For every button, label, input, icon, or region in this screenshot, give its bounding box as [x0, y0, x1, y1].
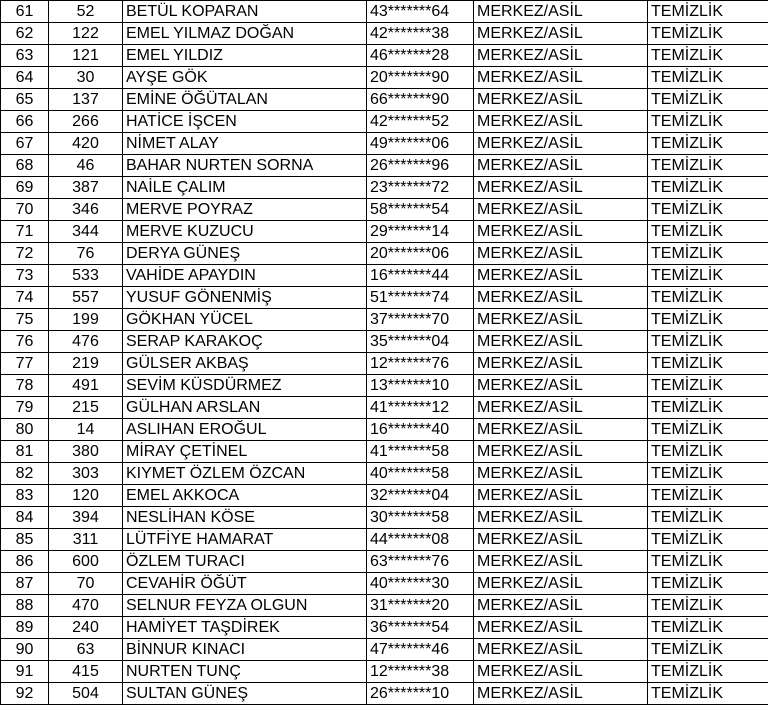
applicant-number-cell: 76 [49, 243, 123, 265]
job-title-cell: TEMİZLİK [648, 177, 768, 199]
row-index-cell: 67 [1, 133, 49, 155]
applicant-number-cell: 199 [49, 309, 123, 331]
table-row [1, 507, 768, 529]
row-index-cell: 91 [1, 661, 49, 683]
masked-id-cell: 26*******10 [367, 683, 474, 705]
full-name-cell: BETÜL KOPARAN [123, 1, 367, 23]
job-title-cell: TEMİZLİK [648, 397, 768, 419]
row-index-cell: 74 [1, 287, 49, 309]
row-index-cell: 79 [1, 397, 49, 419]
job-title-cell: TEMİZLİK [648, 661, 768, 683]
table-row [1, 309, 768, 331]
table-row [1, 23, 768, 45]
masked-id-cell: 20*******06 [367, 243, 474, 265]
row-index-cell: 80 [1, 419, 49, 441]
full-name-cell: SEVİM KÜSDÜRMEZ [123, 375, 367, 397]
table-row [1, 441, 768, 463]
row-index-cell: 86 [1, 551, 49, 573]
table-row [1, 463, 768, 485]
job-title-cell: TEMİZLİK [648, 243, 768, 265]
location-status-cell: MERKEZ/ASİL [474, 617, 648, 639]
full-name-cell: NAİLE ÇALIM [123, 177, 367, 199]
masked-id-cell: 16*******40 [367, 419, 474, 441]
job-title-cell: TEMİZLİK [648, 45, 768, 67]
location-status-cell: MERKEZ/ASİL [474, 397, 648, 419]
masked-id-cell: 23*******72 [367, 177, 474, 199]
table-row [1, 89, 768, 111]
row-index-cell: 73 [1, 265, 49, 287]
masked-id-cell: 66*******90 [367, 89, 474, 111]
location-status-cell: MERKEZ/ASİL [474, 485, 648, 507]
location-status-cell: MERKEZ/ASİL [474, 221, 648, 243]
location-status-cell: MERKEZ/ASİL [474, 639, 648, 661]
job-title-cell: TEMİZLİK [648, 617, 768, 639]
job-title-cell: TEMİZLİK [648, 573, 768, 595]
masked-id-cell: 12*******38 [367, 661, 474, 683]
location-status-cell: MERKEZ/ASİL [474, 507, 648, 529]
job-title-cell: TEMİZLİK [648, 309, 768, 331]
job-title-cell: TEMİZLİK [648, 67, 768, 89]
location-status-cell: MERKEZ/ASİL [474, 23, 648, 45]
job-title-cell: TEMİZLİK [648, 639, 768, 661]
applicant-number-cell: 311 [49, 529, 123, 551]
location-status-cell: MERKEZ/ASİL [474, 155, 648, 177]
applicant-number-cell: 415 [49, 661, 123, 683]
table-row [1, 485, 768, 507]
location-status-cell: MERKEZ/ASİL [474, 441, 648, 463]
applicant-number-cell: 63 [49, 639, 123, 661]
applicant-number-cell: 557 [49, 287, 123, 309]
location-status-cell: MERKEZ/ASİL [474, 419, 648, 441]
applicant-number-cell: 240 [49, 617, 123, 639]
masked-id-cell: 37*******70 [367, 309, 474, 331]
applicant-number-cell: 121 [49, 45, 123, 67]
applicant-number-cell: 394 [49, 507, 123, 529]
applicant-number-cell: 120 [49, 485, 123, 507]
table-row [1, 573, 768, 595]
row-index-cell: 70 [1, 199, 49, 221]
applicant-number-cell: 344 [49, 221, 123, 243]
row-index-cell: 68 [1, 155, 49, 177]
masked-id-cell: 26*******96 [367, 155, 474, 177]
location-status-cell: MERKEZ/ASİL [474, 45, 648, 67]
full-name-cell: DERYA GÜNEŞ [123, 243, 367, 265]
masked-id-cell: 20*******90 [367, 67, 474, 89]
masked-id-cell: 30*******58 [367, 507, 474, 529]
location-status-cell: MERKEZ/ASİL [474, 111, 648, 133]
job-title-cell: TEMİZLİK [648, 595, 768, 617]
location-status-cell: MERKEZ/ASİL [474, 353, 648, 375]
full-name-cell: SERAP KARAKOÇ [123, 331, 367, 353]
row-index-cell: 66 [1, 111, 49, 133]
masked-id-cell: 49*******06 [367, 133, 474, 155]
job-title-cell: TEMİZLİK [648, 1, 768, 23]
full-name-cell: HATİCE İŞCEN [123, 111, 367, 133]
masked-id-cell: 40*******30 [367, 573, 474, 595]
table-row [1, 397, 768, 419]
location-status-cell: MERKEZ/ASİL [474, 243, 648, 265]
row-index-cell: 85 [1, 529, 49, 551]
table-body [1, 1, 768, 705]
table-row [1, 221, 768, 243]
row-index-cell: 63 [1, 45, 49, 67]
job-title-cell: TEMİZLİK [648, 353, 768, 375]
table-row [1, 551, 768, 573]
applicant-number-cell: 470 [49, 595, 123, 617]
job-title-cell: TEMİZLİK [648, 485, 768, 507]
job-title-cell: TEMİZLİK [648, 463, 768, 485]
masked-id-cell: 31*******20 [367, 595, 474, 617]
full-name-cell: SELNUR FEYZA OLGUN [123, 595, 367, 617]
full-name-cell: NURTEN TUNÇ [123, 661, 367, 683]
table-row [1, 661, 768, 683]
table-row [1, 287, 768, 309]
full-name-cell: EMİNE ÖĞÜTALAN [123, 89, 367, 111]
masked-id-cell: 12*******76 [367, 353, 474, 375]
full-name-cell: MERVE POYRAZ [123, 199, 367, 221]
full-name-cell: ÖZLEM TURACI [123, 551, 367, 573]
location-status-cell: MERKEZ/ASİL [474, 529, 648, 551]
table-row [1, 639, 768, 661]
applicant-number-cell: 215 [49, 397, 123, 419]
job-title-cell: TEMİZLİK [648, 155, 768, 177]
job-title-cell: TEMİZLİK [648, 375, 768, 397]
row-index-cell: 92 [1, 683, 49, 705]
row-index-cell: 75 [1, 309, 49, 331]
full-name-cell: MİRAY ÇETİNEL [123, 441, 367, 463]
location-status-cell: MERKEZ/ASİL [474, 331, 648, 353]
location-status-cell: MERKEZ/ASİL [474, 551, 648, 573]
table-row [1, 45, 768, 67]
full-name-cell: KIYMET ÖZLEM ÖZCAN [123, 463, 367, 485]
table-row [1, 265, 768, 287]
full-name-cell: HAMİYET TAŞDİREK [123, 617, 367, 639]
row-index-cell: 76 [1, 331, 49, 353]
full-name-cell: GÜLHAN ARSLAN [123, 397, 367, 419]
row-index-cell: 72 [1, 243, 49, 265]
full-name-cell: BAHAR NURTEN SORNA [123, 155, 367, 177]
table-row [1, 529, 768, 551]
location-status-cell: MERKEZ/ASİL [474, 287, 648, 309]
table-row [1, 177, 768, 199]
location-status-cell: MERKEZ/ASİL [474, 199, 648, 221]
full-name-cell: YUSUF GÖNENMİŞ [123, 287, 367, 309]
masked-id-cell: 41*******58 [367, 441, 474, 463]
location-status-cell: MERKEZ/ASİL [474, 661, 648, 683]
table-row [1, 331, 768, 353]
applicant-number-cell: 600 [49, 551, 123, 573]
masked-id-cell: 47*******46 [367, 639, 474, 661]
full-name-cell: GÖKHAN YÜCEL [123, 309, 367, 331]
full-name-cell: EMEL YILDIZ [123, 45, 367, 67]
applicant-number-cell: 533 [49, 265, 123, 287]
masked-id-cell: 35*******04 [367, 331, 474, 353]
full-name-cell: SULTAN GÜNEŞ [123, 683, 367, 705]
applicant-number-cell: 491 [49, 375, 123, 397]
location-status-cell: MERKEZ/ASİL [474, 133, 648, 155]
location-status-cell: MERKEZ/ASİL [474, 375, 648, 397]
masked-id-cell: 40*******58 [367, 463, 474, 485]
job-title-cell: TEMİZLİK [648, 551, 768, 573]
applicant-number-cell: 504 [49, 683, 123, 705]
applicant-number-cell: 476 [49, 331, 123, 353]
masked-id-cell: 46*******28 [367, 45, 474, 67]
row-index-cell: 78 [1, 375, 49, 397]
row-index-cell: 81 [1, 441, 49, 463]
masked-id-cell: 63*******76 [367, 551, 474, 573]
table-row [1, 243, 768, 265]
job-title-cell: TEMİZLİK [648, 331, 768, 353]
masked-id-cell: 51*******74 [367, 287, 474, 309]
full-name-cell: VAHİDE APAYDIN [123, 265, 367, 287]
masked-id-cell: 16*******44 [367, 265, 474, 287]
job-title-cell: TEMİZLİK [648, 265, 768, 287]
job-title-cell: TEMİZLİK [648, 199, 768, 221]
full-name-cell: CEVAHİR ÖĞÜT [123, 573, 367, 595]
job-title-cell: TEMİZLİK [648, 441, 768, 463]
location-status-cell: MERKEZ/ASİL [474, 67, 648, 89]
job-title-cell: TEMİZLİK [648, 89, 768, 111]
masked-id-cell: 13*******10 [367, 375, 474, 397]
full-name-cell: AYŞE GÖK [123, 67, 367, 89]
masked-id-cell: 58*******54 [367, 199, 474, 221]
masked-id-cell: 29*******14 [367, 221, 474, 243]
masked-id-cell: 36*******54 [367, 617, 474, 639]
table-row [1, 155, 768, 177]
row-index-cell: 87 [1, 573, 49, 595]
applicant-number-cell: 52 [49, 1, 123, 23]
table-row [1, 683, 768, 705]
job-title-cell: TEMİZLİK [648, 221, 768, 243]
row-index-cell: 61 [1, 1, 49, 23]
table-row [1, 199, 768, 221]
job-title-cell: TEMİZLİK [648, 133, 768, 155]
applicant-number-cell: 14 [49, 419, 123, 441]
applicant-number-cell: 420 [49, 133, 123, 155]
row-index-cell: 89 [1, 617, 49, 639]
applicant-number-cell: 70 [49, 573, 123, 595]
job-title-cell: TEMİZLİK [648, 529, 768, 551]
full-name-cell: NİMET ALAY [123, 133, 367, 155]
masked-id-cell: 41*******12 [367, 397, 474, 419]
table-row [1, 1, 768, 23]
location-status-cell: MERKEZ/ASİL [474, 463, 648, 485]
row-index-cell: 88 [1, 595, 49, 617]
row-index-cell: 83 [1, 485, 49, 507]
table-row [1, 375, 768, 397]
applicant-number-cell: 266 [49, 111, 123, 133]
masked-id-cell: 43*******64 [367, 1, 474, 23]
row-index-cell: 62 [1, 23, 49, 45]
applicant-number-cell: 380 [49, 441, 123, 463]
location-status-cell: MERKEZ/ASİL [474, 683, 648, 705]
table-row [1, 111, 768, 133]
row-index-cell: 69 [1, 177, 49, 199]
location-status-cell: MERKEZ/ASİL [474, 309, 648, 331]
masked-id-cell: 44*******08 [367, 529, 474, 551]
full-name-cell: EMEL AKKOCA [123, 485, 367, 507]
location-status-cell: MERKEZ/ASİL [474, 89, 648, 111]
row-index-cell: 90 [1, 639, 49, 661]
full-name-cell: EMEL YILMAZ DOĞAN [123, 23, 367, 45]
full-name-cell: LÜTFİYE HAMARAT [123, 529, 367, 551]
applicant-number-cell: 303 [49, 463, 123, 485]
table-row [1, 595, 768, 617]
full-name-cell: MERVE KUZUCU [123, 221, 367, 243]
location-status-cell: MERKEZ/ASİL [474, 265, 648, 287]
applicant-number-cell: 30 [49, 67, 123, 89]
full-name-cell: GÜLSER AKBAŞ [123, 353, 367, 375]
job-title-cell: TEMİZLİK [648, 507, 768, 529]
row-index-cell: 71 [1, 221, 49, 243]
applicant-number-cell: 346 [49, 199, 123, 221]
job-title-cell: TEMİZLİK [648, 683, 768, 705]
location-status-cell: MERKEZ/ASİL [474, 595, 648, 617]
location-status-cell: MERKEZ/ASİL [474, 1, 648, 23]
applicant-number-cell: 122 [49, 23, 123, 45]
table-row [1, 353, 768, 375]
row-index-cell: 84 [1, 507, 49, 529]
table-row [1, 67, 768, 89]
table-row [1, 617, 768, 639]
job-title-cell: TEMİZLİK [648, 111, 768, 133]
masked-id-cell: 32*******04 [367, 485, 474, 507]
location-status-cell: MERKEZ/ASİL [474, 573, 648, 595]
row-index-cell: 65 [1, 89, 49, 111]
full-name-cell: ASLIHAN EROĞUL [123, 419, 367, 441]
masked-id-cell: 42*******52 [367, 111, 474, 133]
applicant-number-cell: 137 [49, 89, 123, 111]
row-index-cell: 82 [1, 463, 49, 485]
row-index-cell: 77 [1, 353, 49, 375]
applicant-number-cell: 219 [49, 353, 123, 375]
masked-id-cell: 42*******38 [367, 23, 474, 45]
job-title-cell: TEMİZLİK [648, 419, 768, 441]
applicant-number-cell: 387 [49, 177, 123, 199]
table-row [1, 419, 768, 441]
job-title-cell: TEMİZLİK [648, 287, 768, 309]
full-name-cell: BİNNUR KINACI [123, 639, 367, 661]
table-row [1, 133, 768, 155]
row-index-cell: 64 [1, 67, 49, 89]
job-title-cell: TEMİZLİK [648, 23, 768, 45]
location-status-cell: MERKEZ/ASİL [474, 177, 648, 199]
applicant-number-cell: 46 [49, 155, 123, 177]
full-name-cell: NESLİHAN KÖSE [123, 507, 367, 529]
